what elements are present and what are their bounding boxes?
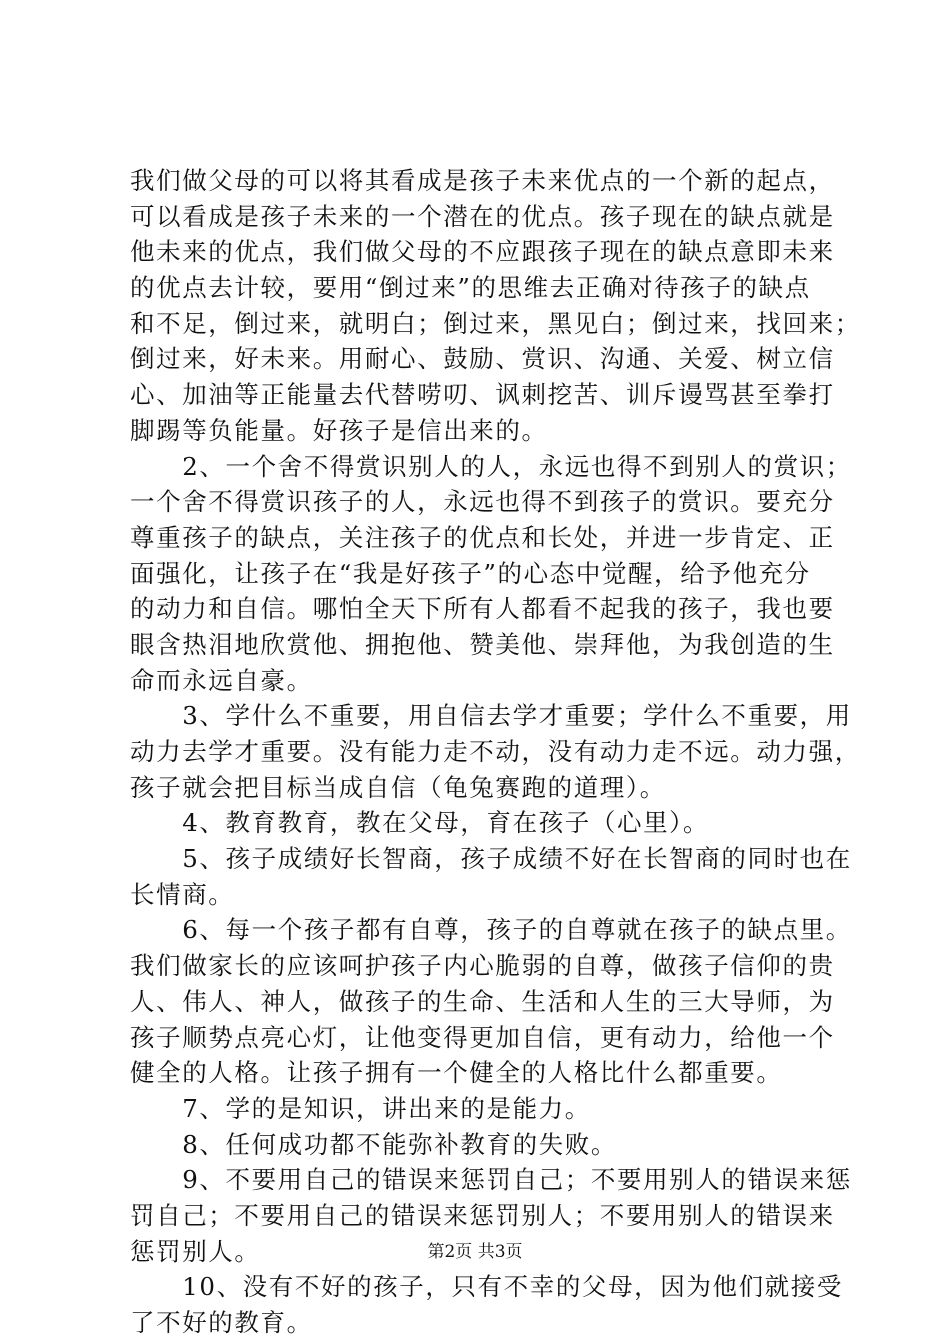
text-line: 10、没有不好的孩子，只有不幸的父母，因为他们就接受 — [130, 1272, 843, 1302]
text-line: 的动力和自信。哪怕全天下所有人都看不起我的孩子，我也要 — [130, 594, 835, 624]
text-line: 我们做家长的应该呵护孩子内心脆弱的自尊，做孩子信仰的贵 — [130, 951, 835, 981]
text-line: 7、学的是知识，讲出来的是能力。 — [130, 1093, 591, 1123]
text-line: 倒过来，好未来。用耐心、鼓励、赏识、沟通、关爱、树立信 — [130, 344, 835, 374]
text-line: 脚踢等负能量。好孩子是信出来的。 — [130, 415, 548, 445]
text-line: 一个舍不得赏识孩子的人，永远也得不到孩子的赏识。要充分 — [130, 487, 835, 517]
text-line: 了不好的教育。 — [130, 1308, 313, 1337]
text-line: 健全的人格。让孩子拥有一个健全的人格比什么都重要。 — [130, 1058, 783, 1088]
text-line: 2、一个舍不得赏识别人的人，永远也得不到别人的赏识； — [130, 451, 852, 481]
text-line: 孩子顺势点亮心灯，让他变得更加自信，更有动力，给他一个 — [130, 1022, 835, 1052]
text-line: 4、教育教育，教在父母，育在孩子（心里）。 — [130, 808, 710, 838]
text-line: 他未来的优点，我们做父母的不应跟孩子现在的缺点意即未来 — [130, 237, 835, 267]
text-line: 我们做父母的可以将其看成是孩子未来优点的一个新的起点， — [130, 166, 835, 195]
document-body — [130, 163, 861, 1341]
text-line: 长情商。 — [130, 879, 235, 909]
text-line: 惩罚别人。 — [130, 1236, 261, 1266]
page-number: 第2页 共3页 — [427, 1242, 523, 1262]
text-line: 孩子就会把目标当成自信（龟兔赛跑的道理）。 — [130, 772, 666, 802]
text-line: 尊重孩子的缺点，关注孩子的优点和长处，并进一步肯定、正 — [130, 522, 835, 552]
text-line: 罚自己；不要用自己的错误来惩罚别人；不要用别人的错误来 — [130, 1200, 835, 1230]
text-line: 6、每一个孩子都有自尊，孩子的自尊就在孩子的缺点里。 — [130, 915, 852, 945]
text-line: 心、加油等正能量去代替唠叨、讽刺挖苦、训斥谩骂甚至拳打 — [130, 380, 835, 410]
text-line: 面强化，让孩子在“我是好孩子”的心态中觉醒，给予他充分 — [130, 558, 811, 588]
text-line: 命而永远自豪。 — [130, 665, 313, 695]
text-line: 可以看成是孩子未来的一个潜在的优点。孩子现在的缺点就是 — [130, 201, 835, 231]
text-line: 和不足，倒过来，就明白；倒过来，黑见白；倒过来，找回来； — [130, 308, 861, 338]
text-line: 眼含热泪地欣赏他、拥抱他、赞美他、崇拜他，为我创造的生 — [130, 629, 835, 659]
text-line: 5、孩子成绩好长智商，孩子成绩不好在长智商的同时也在 — [130, 844, 852, 874]
text-line: 8、任何成功都不能弥补教育的失败。 — [130, 1129, 617, 1159]
text-line: 人、伟人、神人，做孩子的生命、生活和人生的三大导师，为 — [130, 986, 835, 1016]
text-line: 3、学什么不重要，用自信去学才重要；学什么不重要，用 — [130, 701, 852, 731]
text-line: 9、不要用自己的错误来惩罚自己；不要用别人的错误来惩 — [130, 1165, 852, 1195]
text-line: 动力去学才重要。没有能力走不动，没有动力走不远。动力强， — [130, 737, 861, 766]
text-line: 的优点去计较，要用“倒过来”的思维去正确对待孩子的缺点 — [130, 273, 811, 303]
